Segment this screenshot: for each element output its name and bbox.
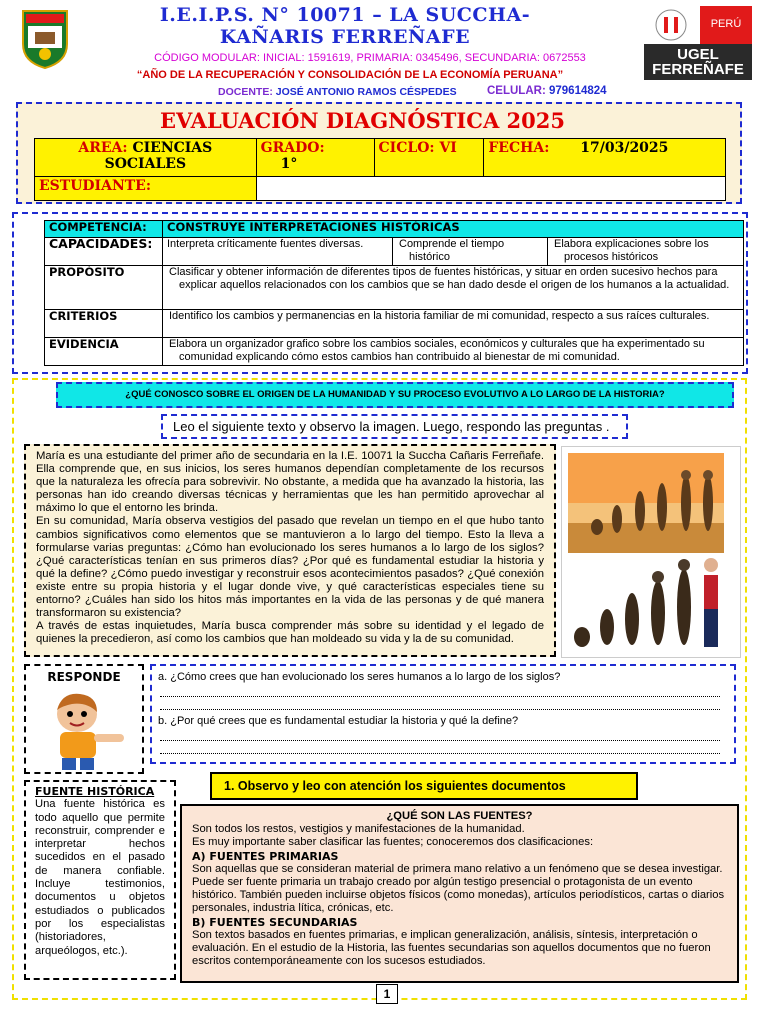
ugel-badge [644, 6, 752, 76]
boy-pointing-icon [42, 688, 132, 772]
proposito-text: Clasificar y obtener información de diferentes tipos de fuentes históricas, y situar en orden sucesivo hechos para explicar aquellos relacionados con los cambios que se han dado desde el origen de los humanos a la actualidad. [163, 266, 744, 310]
capacidades-label: CAPACIDADES: [45, 238, 163, 266]
ugel-place: FERREÑAFE [652, 61, 744, 78]
ciclo-label: CICLO: [378, 140, 435, 156]
proposito-label: PROPÓSITO [45, 266, 163, 310]
answer-b-line-2[interactable] [160, 741, 720, 754]
sources-title: ¿QUÉ SON LAS FUENTES? [386, 810, 533, 822]
secundarias-text: Son textos basados en fuentes primarias, e implican generalización, análisis, síntesis, interpretación o evaluación. En el estudio de la Historia, las fuentes secundarias son aquellos documentos que no fueron escritos contemporáneamente con los sucesos estudiados. [192, 928, 711, 968]
story-paragraph-2: En su comunidad, María observa vestigios del pasado que revelan un tiempo en el que hubo tanto cambios significativos como elementos que se mantuvieron a lo largo del tiempo. Esto la lleva a formularse varias preguntas: ¿Cómo han evolucionado los seres humanos a lo largo de los siglos? ¿Qué características tenían en sus primeros días? ¿Por qué es fundamental estudiar la historia y qué la define? ¿Cómo puedo investigar y reconstruir esos acontecimientos pasados? ¿Qué conexión existe entre su propia historia y el lugar donde vive, y qué características especiales tiene su entorno? ¿Cuáles han sido los hitos más importantes en la vida de las personas y de qué manera transformaron su existencia? [36, 515, 544, 620]
human-evolution-image [561, 446, 741, 658]
page-number: 1 [376, 984, 398, 1004]
evidencia-label: EVIDENCIA [45, 338, 163, 366]
ugel-label [644, 44, 752, 80]
responde-label: RESPONDE [47, 670, 121, 684]
answer-a-line-1[interactable] [160, 684, 720, 697]
story-paragraph-3: A través de estas inquietudes, María busca comprender más sobre su identidad y el legado de quienes la precedieron, así como los cambios que han moldeado su vida y la de su comunidad. [36, 620, 544, 646]
grado-label: GRADO: [260, 140, 325, 156]
teacher-name: JOSÉ ANTONIO RAMOS CÉSPEDES [275, 86, 457, 98]
answer-a-line-2[interactable] [160, 697, 720, 710]
phone-number: 979614824 [548, 85, 607, 97]
criterios-text: Identifico los cambios y permanencias en la historia familiar de mi comunidad, respecto a sus raíces culturales. [163, 310, 744, 338]
answers-box [150, 664, 736, 764]
fecha-label: FECHA: [488, 140, 550, 156]
sources-intro-1: Son todos los restos, vestigios y manifestaciones de la humanidad. [192, 823, 525, 836]
area-value: CIENCIAS SOCIALES [104, 140, 213, 172]
phone-info [487, 85, 607, 97]
primarias-title: A) FUENTES PRIMARIAS [192, 849, 339, 863]
competencia-label: COMPETENCIA: [45, 221, 163, 238]
area-cell [35, 139, 257, 177]
estudiante-label-cell [35, 177, 257, 201]
country-label: PERÚ [700, 6, 752, 44]
competencia-table [44, 220, 744, 366]
reading-instruction: Leo el siguiente texto y observo la imagen. Luego, respondo las preguntas . [161, 414, 628, 439]
question-b: b. ¿Por qué crees que es fundamental estudiar la historia y qué la define? [158, 715, 519, 727]
secundarias-title: B) FUENTES SECUNDARIAS [192, 915, 358, 929]
sources-intro-2: Es muy importante saber clasificar las fuentes; conoceremos dos clasificaciones: [192, 836, 594, 849]
area-label: AREA: [78, 140, 128, 156]
question-a: a. ¿Cómo crees que han evolucionado los seres humanos a lo largo de los siglos? [158, 671, 561, 683]
fuente-title: FUENTE HISTÓRICA [35, 785, 155, 798]
modular-codes: CÓDIGO MODULAR: INICIAL: 1591619, PRIMARIA: 0345496, SECUNDARIA: 0672553 [154, 52, 586, 64]
school-crest-logo [20, 8, 70, 70]
competencia-value: CONSTRUYE INTERPRETACIONES HISTÓRICAS [163, 221, 744, 238]
teacher-label: DOCENTE: [218, 86, 273, 98]
question-banner: ¿QUÉ CONOSCO SOBRE EL ORIGEN DE LA HUMANIDAD Y SU PROCESO EVOLUTIVO A LO LARGO DE LA HISTORIA? [56, 382, 734, 408]
estudiante-name-field[interactable] [256, 177, 725, 201]
fecha-cell [484, 139, 726, 177]
primarias-text: Son aquellas que se consideran material de primera mano relativo a un fenómeno que se desea investigar. Puede ser fuente primaria un trabajo creado por algún testigo presencial o protagonista de un evento histórico. También pueden incluirse objetos físicos (como monedas), artículos periodísticos, cartas o diarios personales, industria lítica, crónicas, etc. [192, 862, 725, 915]
capacidad-2: Comprende el tiempo histórico [393, 238, 548, 266]
ciclo-cell [374, 139, 484, 177]
capacidad-3: Elabora explicaciones sobre los procesos históricos [548, 238, 744, 266]
observo-instruction: 1. Observo y leo con atención los siguientes documentos [210, 772, 638, 800]
fecha-value: 17/03/2025 [580, 140, 669, 156]
evidencia-text: Elabora un organizador grafico sobre los cambios sociales, económicos y culturales que ha experimentado su comunidad explicando cómo estos cambios han contribuido al bienestar de mi comunidad. [163, 338, 744, 366]
teacher-info [218, 86, 457, 98]
evaluation-info-table [34, 138, 726, 201]
responde-box [24, 664, 144, 774]
ciclo-value: VI [439, 140, 457, 156]
story-text-box [24, 444, 556, 657]
criterios-label: CRITERIOS [45, 310, 163, 338]
peru-shield-icon [654, 8, 688, 42]
story-paragraph-1: María es una estudiante del primer año de secundaria en la I.E. 10071 la Succha Cañaris Ferreñafe. Ella comprende que, en sus inicios, los seres humanos dependían completamente de los recursos que la naturaleza les ofrecía para sobrevivir. No obstante, a medida que ha avanzado la historia, las personas han ido creando diversas técnicas y herramientas que les han permitido aprovechar al máximo lo que el entorno les brinda. [36, 450, 544, 515]
evaluation-title: EVALUACIÓN DIAGNÓSTICA 2025 [160, 108, 566, 133]
grado-value: 1° [280, 156, 298, 172]
sources-box [180, 804, 739, 983]
fuente-historica-box [24, 780, 176, 980]
fuente-text: Una fuente histórica es todo aquello que permite reconstruir, comprender e interpretar hechos sucedidos en el pasado de manera confiable. Incluye testimonios, documentos u objetos estudiados o publicados por los especialistas (historiadores, arqueólogos, etc.). [35, 798, 165, 957]
ugel-org: UGEL [677, 46, 719, 63]
grado-cell [256, 139, 374, 177]
phone-label: CELULAR: [487, 85, 546, 97]
estudiante-label: ESTUDIANTE: [39, 178, 152, 194]
year-motto: “AÑO DE LA RECUPERACIÓN Y CONSOLIDACIÓN DE LA ECONOMÍA PERUANA” [136, 69, 564, 81]
school-name: I.E.I.P.S. N° 10071 – LA SUCCHA-KAÑARIS FERREÑAFE [159, 4, 531, 48]
capacidad-1: Interpreta críticamente fuentes diversas. [163, 238, 393, 266]
answer-b-line-1[interactable] [160, 728, 720, 741]
